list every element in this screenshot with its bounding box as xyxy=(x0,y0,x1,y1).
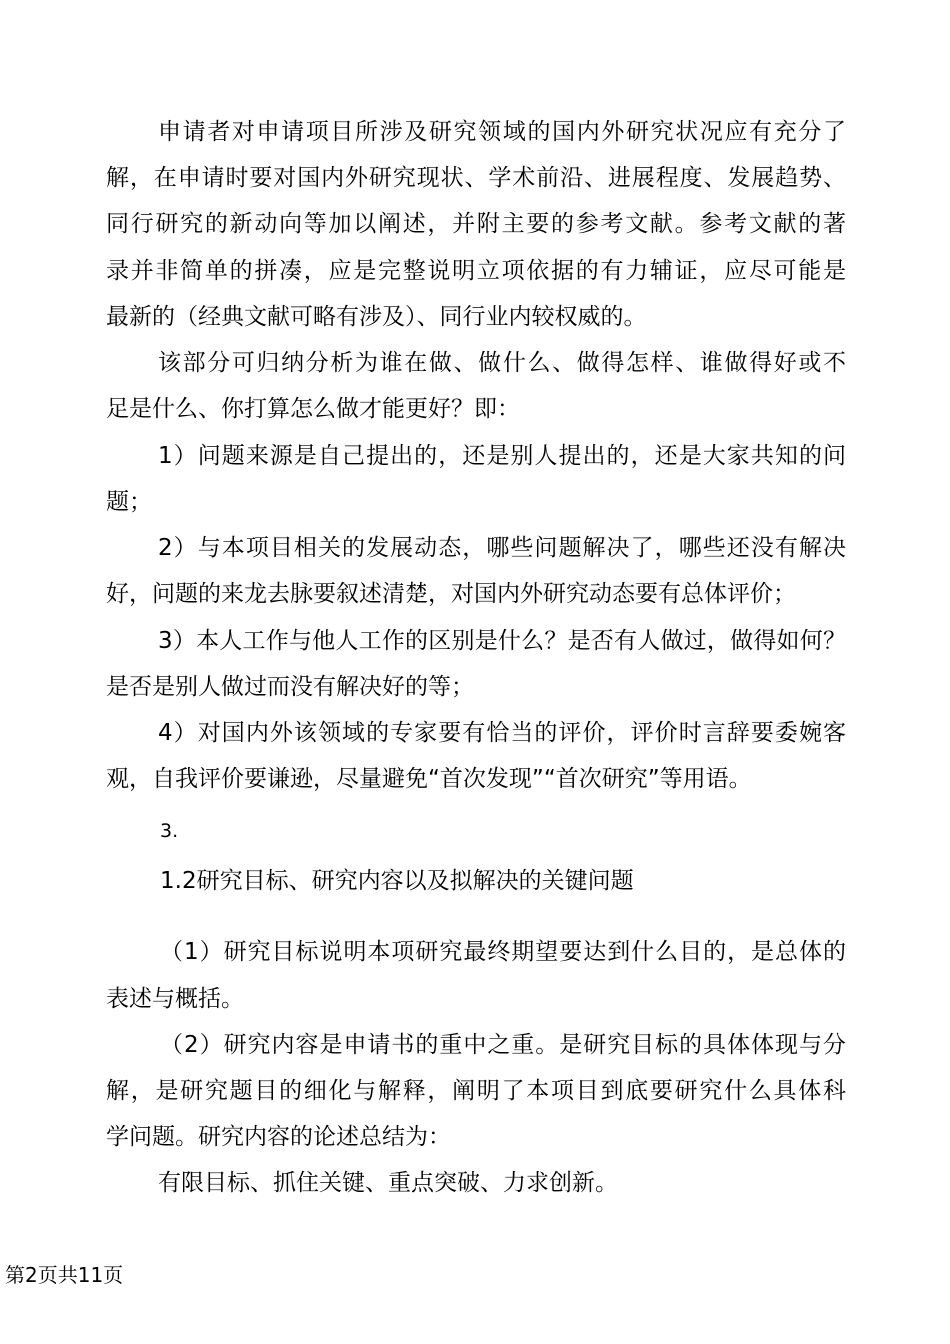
list-item-line: 好，问题的来龙去脉要叙述清楚，对国内外研究动态要有总体评价； xyxy=(106,581,796,607)
list-item-line: 3）本人工作与他人工作的区别是什么？是否有人做过，做得如何？ xyxy=(158,628,846,654)
paragraph-line: 录并非简单的拼凑，应是完整说明立项依据的有力辅证，应尽可能是 xyxy=(106,258,846,284)
list-item-line: 4）对国内外该领域的专家要有恰当的评价，评价时言辞要委婉客 xyxy=(158,720,846,746)
paragraph-line: （1）研究目标说明本项研究最终期望要达到什么目的，是总体的 xyxy=(160,939,846,965)
list-item-line: 观，自我评价要谦逊，尽量避免“首次发现”“首次研究”等用语。 xyxy=(106,766,752,792)
paragraph-line: 该部分可归纳分析为谁在做、做什么、做得怎样、谁做得好或不 xyxy=(158,350,846,376)
list-item-line: 题； xyxy=(106,489,152,515)
paragraph-line: 有限目标、抓住关键、重点突破、力求创新。 xyxy=(158,1170,618,1196)
list-item-line: 是否是别人做过而没有解决好的等； xyxy=(106,674,474,700)
list-item-line: 1）问题来源是自己提出的，还是别人提出的，还是大家共知的问 xyxy=(158,443,846,469)
paragraph-line: 学问题。研究内容的论述总结为： xyxy=(106,1124,451,1150)
paragraph-line: 解，是研究题目的细化与解释，阐明了本项目到底要研究什么具体科 xyxy=(106,1078,846,1104)
list-item-line: 2）与本项目相关的发展动态，哪些问题解决了，哪些还没有解决 xyxy=(158,535,846,561)
paragraph-line: 申请者对申请项目所涉及研究领域的国内外研究状况应有充分了 xyxy=(158,119,846,145)
paragraph-line: 足是什么、你打算怎么做才能更好？即： xyxy=(106,396,520,422)
section-number: 3. xyxy=(160,820,179,842)
paragraph-line: 表述与概括。 xyxy=(106,986,244,1012)
page-number-footer: 第2页共11页 xyxy=(5,1263,124,1287)
paragraph-line: 同行研究的新动向等加以阐述，并附主要的参考文献。参考文献的著 xyxy=(106,211,846,237)
paragraph-line: （2）研究内容是申请书的重中之重。是研究目标的具体体现与分 xyxy=(160,1032,846,1058)
paragraph-line: 解，在申请时要对国内外研究现状、学术前沿、进展程度、发展趋势、 xyxy=(106,165,846,191)
paragraph-line: 最新的（经典文献可略有涉及）、同行业内较权威的。 xyxy=(106,304,647,330)
section-heading: 1.2研究目标、研究内容以及拟解决的关键问题 xyxy=(160,868,634,894)
